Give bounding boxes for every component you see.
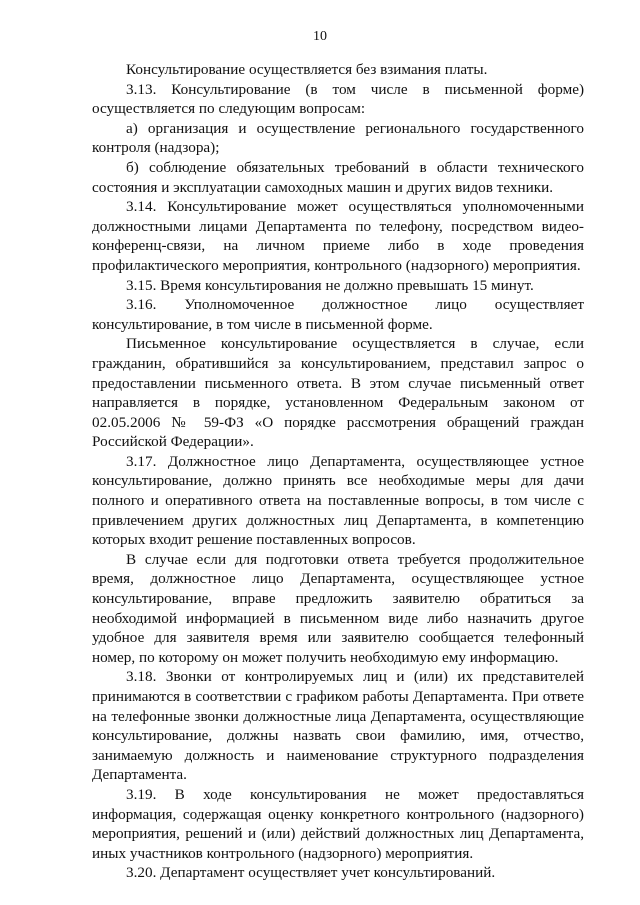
paragraph-3-18: 3.18. Звонки от контролируемых лиц и (или) их представителей принимаются в соответствии с графиком работы Департамента. При ответе на телефонные звонки должностные лица Департамента, осуществляющие консультирование, должны назвать свои фамилию, имя, отчество, занимаемую должность и наименование структурного подразделения Департамента. [92, 668, 584, 784]
paragraph-written-consultation: Письменное консультирование осуществляется в случае, если гражданин, обратившийся за консультированием, представил запрос о предоставлении письменного ответа. В этом случае письменный ответ направляется в порядке, установленном Федеральным законом от 02.05.2006 № 59-ФЗ «О порядке рассмотрения обращений граждан Российской Федерации». [92, 335, 584, 451]
paragraph-free-consultation: Консультирование осуществляется без взимания платы. [126, 61, 488, 78]
paragraph-item-a: а) организация и осуществление регионального государственного контроля (надзора); [92, 119, 584, 157]
document-body [92, 60, 584, 883]
paragraph-3-15: 3.15. Время консультирования не должно превышать 15 минут. [126, 276, 534, 294]
paragraph-3-16: 3.16. Уполномоченное должностное лицо осуществляет консультирование, в том числе в письменной форме. [92, 296, 584, 333]
paragraph-3-19: 3.19. В ходе консультирования не может предоставляться информация, содержащая оценку конкретного контрольного (надзорного) мероприятия, решений и (или) действий должностных лиц Департамента, иных участников контрольного (надзорного) мероприятия. [92, 785, 584, 862]
paragraph-3-14: 3.14. Консультирование может осуществляться уполномоченными должностными лицами Департамента по телефону, посредством видео-конференц-связи, на личном приеме либо в ходе проведения профилактического мероприятия, контрольного (надзорного) мероприятия. [92, 198, 584, 274]
paragraph-3-20: 3.20. Департамент осуществляет учет консультирований. [126, 864, 496, 882]
paragraph-3-13: 3.13. Консультирование (в том числе в письменной форме) осуществляется по следующим вопросам: [92, 80, 584, 118]
page-number: 10 [313, 29, 327, 44]
paragraph-3-17: 3.17. Должностное лицо Департамента, осуществляющее устное консультирование, должно принять все необходимые меры для дачи полного и оперативного ответа на поставленные вопросы, в том числе с привлечением других должностных лиц Департамента, в компетенцию которых входит решение поставленных вопросов. [92, 452, 584, 549]
paragraph-item-b: б) соблюдение обязательных требований в области технического состояния и эксплуатации самоходных машин и других видов техники. [92, 158, 584, 196]
paragraph-long-answer: В случае если для подготовки ответа требуется продолжительное время, должностное лицо Департамента, осуществляющее устное консультирование, вправе предложить заявителю обратиться за необходимой информацией в письменном виде либо назначить другое удобное для заявителя время или заявителю сообщается телефонный номер, по которому он может получить необходимую ему информацию. [92, 550, 584, 666]
